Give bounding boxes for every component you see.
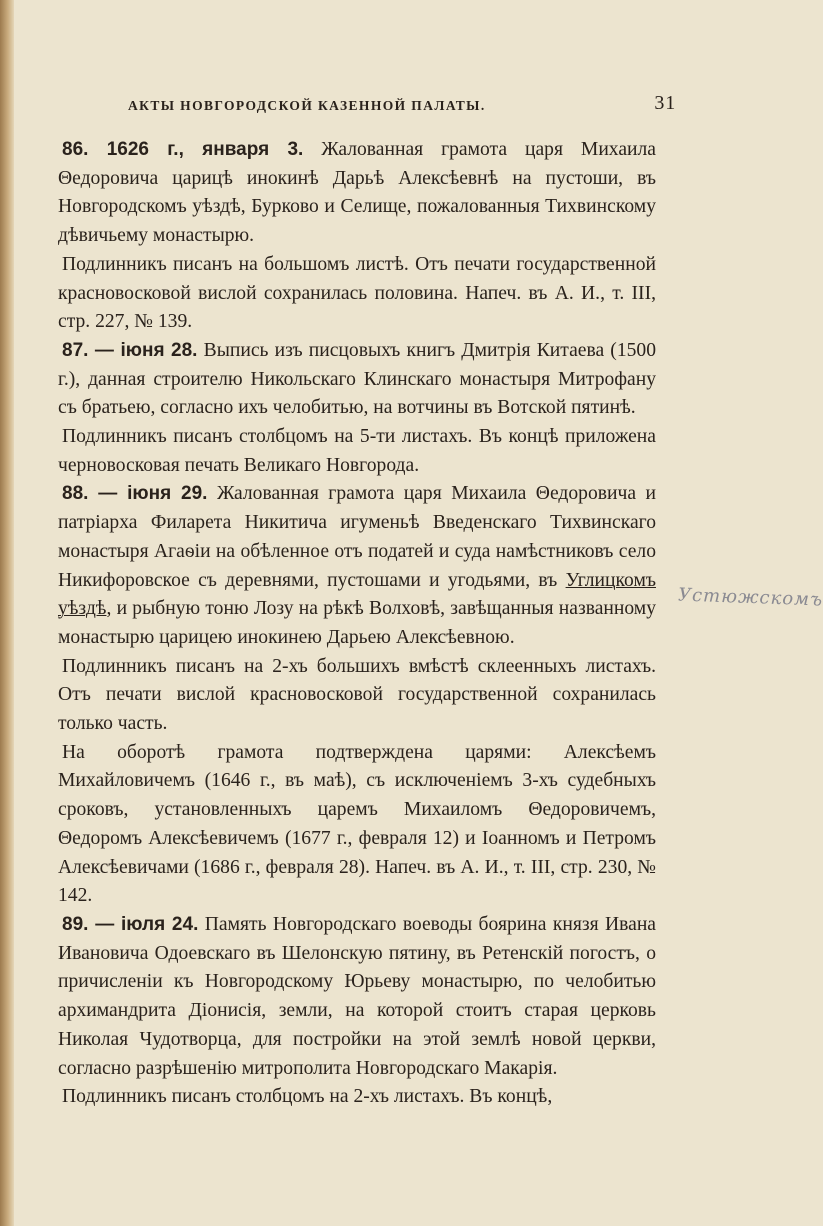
entry-88-text-before: Жалованная грамота царя Михаила Θедоровича и патріарха Филарета Никитича игуменьѣ Введенскаго Тихвинскаго монастыря Агаѳіи на обѣленное отъ податей и суда намѣстниковъ село Никифоровское съ деревнями, пустошами и угодьями, въ xyxy=(58,483,656,591)
document-body xyxy=(58,136,656,1112)
entry-87-note: Подлинникъ писанъ столбцомъ на 5-ти листахъ. Въ концѣ приложена черновосковая печать Великаго Новгорода. xyxy=(58,426,656,476)
running-header xyxy=(58,92,676,118)
entry-88-head: 88. — іюня 29. xyxy=(62,483,208,505)
entry-86-head: 86. 1626 г., января 3. xyxy=(62,139,304,160)
page-number: 31 xyxy=(654,92,676,114)
document-page xyxy=(58,92,676,1108)
entry-88-note-2: На оборотѣ грамота подтверждена царями: Алексѣемъ Михайловичемъ (1646 г., въ маѣ), съ исключеніемъ 3-хъ судебныхъ сроковъ, установленныхъ царемъ Михаиломъ Θедоровичемъ, Θедоромъ Алексѣевичемъ (1677 г., февраля 12) и Іоанномъ и Петромъ Алексѣевичами (1686 г., февраля 28). Напеч. въ А. И., т. III, стр. 230, № 142. xyxy=(58,741,656,907)
entry-89-text: Память Новгородскаго воеводы боярина князя Ивана Ивановича Одоевскаго въ Шелонскую пятину, въ Ретенскій погостъ, о причисленіи къ Новгородскому Юрьеву монастырю, по челобитью архимандрита Діонисія, земли, на которой стоитъ старая церковь Николая Чудотворца, для постройки на этой землѣ новой церкви, согласно разрѣшенію митрополита Новгородскаго Макарія. xyxy=(58,913,657,1079)
entry-87-text: Выпись изъ писцовыхъ книгъ Дмитрія Китаева (1500 г.), данная строителю Никольскаго Клинскаго монастыря Митрофану съ братьею, согласно ихъ челобитью, на вотчины въ Вотской пятинѣ. xyxy=(58,339,657,419)
entry-87-head: 87. — іюня 28. xyxy=(62,339,198,361)
entry-89-head: 89. — іюля 24. xyxy=(62,913,199,935)
entry-88-note-1: Подлинникъ писанъ на 2-хъ большихъ вмѣстѣ склеенныхъ листахъ. Отъ печати вислой красновосковой государственной сохранилась только часть. xyxy=(58,655,656,735)
entry-89-note: Подлинникъ писанъ столбцомъ на 2-хъ листахъ. Въ концѣ, xyxy=(62,1086,553,1108)
entry-86-note: Подлинникъ писанъ на большомъ листѣ. Отъ печати государственной красновосковой вислой сохранилась половина. Напеч. въ А. И., т. III, стр. 227, № 139. xyxy=(58,253,656,333)
entry-88 xyxy=(58,480,656,652)
entry-86-text: Жалованная грамота царя Михаила Θедоровича царицѣ инокинѣ Дарьѣ Алексѣевнѣ на пустоши, въ Новгородскомъ уѣздѣ, Бурково и Селище, пожалованныя Тихвинскому дѣвичьему монастырю. xyxy=(58,139,657,247)
handwritten-margin-note: Устюжскомъ xyxy=(677,584,823,611)
entry-87 xyxy=(58,337,656,423)
entry-88-text-after: , и рыбную тоню Лозу на рѣкѣ Волховѣ, завѣщанныя названному монастырю царицею инокинею Дарьею Алексѣевною. xyxy=(58,598,656,648)
entry-89 xyxy=(58,911,656,1083)
running-title: АКТЫ НОВГОРОДСКОЙ КАЗЕННОЙ ПАЛАТЫ. xyxy=(128,98,486,113)
entry-88-underlined-text: Углицкомъ уѣздѣ xyxy=(58,569,656,620)
entry-86 xyxy=(58,136,656,251)
book-spine-edge xyxy=(0,0,14,1226)
